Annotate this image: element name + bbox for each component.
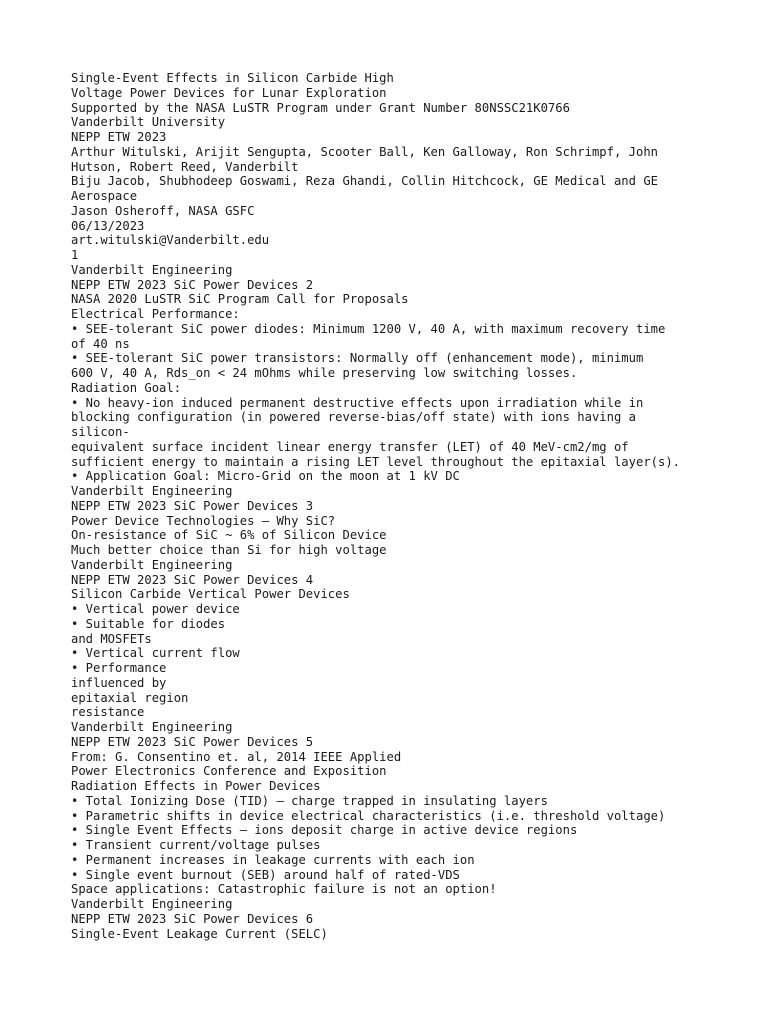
slide-header-line: NEPP ETW 2023 SiC Power Devices 3 — [71, 498, 314, 513]
bullet-line: • No heavy-ion induced permanent destructive effects upon irradiation while in — [71, 395, 644, 410]
text-line: Much better choice than Si for high voltage — [71, 543, 387, 557]
bullet-line: • Vertical current flow — [71, 646, 240, 661]
institution-line: Vanderbilt University — [71, 115, 226, 130]
text-line: On-resistance of SiC ~ 6% of Silicon Device — [71, 528, 387, 543]
text-line: NASA 2020 LuSTR SiC Program Call for Proposals — [71, 292, 409, 307]
page-number-line: 1 — [71, 248, 79, 262]
footer-line: Vanderbilt Engineering — [71, 897, 233, 911]
text-line: silicon- — [71, 425, 130, 439]
text-line: blocking configuration (in powered reverse-bias/off state) with ions having a — [71, 410, 636, 425]
text-line: of 40 ns — [71, 336, 130, 351]
text-line: Power Electronics Conference and Exposition — [71, 764, 387, 779]
text-line: 600 V, 40 A, Rds_on < 24 mOhms while preserving low switching losses. — [71, 366, 578, 380]
footer-line: Vanderbilt Engineering — [71, 557, 233, 572]
text-line: sufficient energy to maintain a rising LET level throughout the epitaxial layer(s). — [71, 454, 681, 469]
text-line: Silicon Carbide Vertical Power Devices — [71, 587, 350, 602]
footer-line: Vanderbilt Engineering — [71, 262, 233, 277]
bullet-line: • Single event burnout (SEB) around half of rated-VDS — [71, 867, 460, 882]
email-line: art.witulski@Vanderbilt.edu — [71, 233, 270, 248]
bullet-line: • Application Goal: Micro-Grid on the moon at 1 kV DC — [71, 469, 460, 484]
bullet-line: • Performance — [71, 661, 167, 675]
authors-line-4: Aerospace — [71, 189, 138, 203]
text-line: Radiation Effects in Power Devices — [71, 779, 321, 793]
text-line: and MOSFETs — [71, 631, 152, 646]
footer-line: Vanderbilt Engineering — [71, 720, 233, 734]
grant-line: Supported by the NASA LuSTR Program under Grant Number 80NSSC21K0766 — [71, 100, 570, 115]
document-body — [71, 71, 721, 941]
text-line: Power Device Technologies – Why SiC? — [71, 513, 336, 528]
text-line: resistance — [71, 705, 145, 720]
slide-header-line: NEPP ETW 2023 SiC Power Devices 5 — [71, 734, 314, 749]
text-line: Radiation Goal: — [71, 380, 182, 395]
text-line: epitaxial region — [71, 690, 189, 705]
text-line: equivalent surface incident linear energy transfer (LET) of 40 MeV-cm2/mg of — [71, 439, 629, 454]
footer-line: Vanderbilt Engineering — [71, 484, 233, 498]
bullet-line: • Vertical power device — [71, 602, 240, 616]
bullet-line: • Suitable for diodes — [71, 616, 226, 631]
slide-header-line: NEPP ETW 2023 SiC Power Devices 2 — [71, 277, 314, 292]
text-line: From: G. Consentino et. al, 2014 IEEE Applied — [71, 749, 402, 764]
authors-line-1: Arthur Witulski, Arijit Sengupta, Scooter Ball, Ken Galloway, Ron Schrimpf, John — [71, 144, 658, 159]
text-line: Space applications: Catastrophic failure is not an option! — [71, 882, 497, 897]
doc-title-line-1: Single-Event Effects in Silicon Carbide High — [71, 71, 394, 85]
bullet-line: • Transient current/voltage pulses — [71, 838, 321, 852]
text-line: Single-Event Leakage Current (SELC) — [71, 926, 328, 941]
text-line: Electrical Performance: — [71, 307, 240, 321]
bullet-line: • SEE-tolerant SiC power transistors: Normally off (enhancement mode), minimum — [71, 351, 644, 366]
slide-header-line: NEPP ETW 2023 SiC Power Devices 6 — [71, 911, 314, 926]
slide-header-line: NEPP ETW 2023 SiC Power Devices 4 — [71, 572, 314, 587]
bullet-line: • Single Event Effects – ions deposit charge in active device regions — [71, 823, 578, 838]
date-line: 06/13/2023 — [71, 218, 145, 233]
bullet-line: • Total Ionizing Dose (TID) – charge trapped in insulating layers — [71, 793, 548, 808]
authors-line-2: Hutson, Robert Reed, Vanderbilt — [71, 159, 299, 174]
text-line: influenced by — [71, 675, 167, 690]
bullet-line: • Permanent increases in leakage currents with each ion — [71, 852, 475, 867]
bullet-line: • Parametric shifts in device electrical characteristics (i.e. threshold voltage) — [71, 808, 666, 823]
authors-line-5: Jason Osheroff, NASA GSFC — [71, 203, 255, 218]
authors-line-3: Biju Jacob, Shubhodeep Goswami, Reza Ghandi, Collin Hitchcock, GE Medical and GE — [71, 174, 658, 189]
event-line: NEPP ETW 2023 — [71, 130, 167, 144]
doc-title-line-2: Voltage Power Devices for Lunar Exploration — [71, 85, 387, 100]
bullet-line: • SEE-tolerant SiC power diodes: Minimum 1200 V, 40 A, with maximum recovery time — [71, 321, 666, 336]
